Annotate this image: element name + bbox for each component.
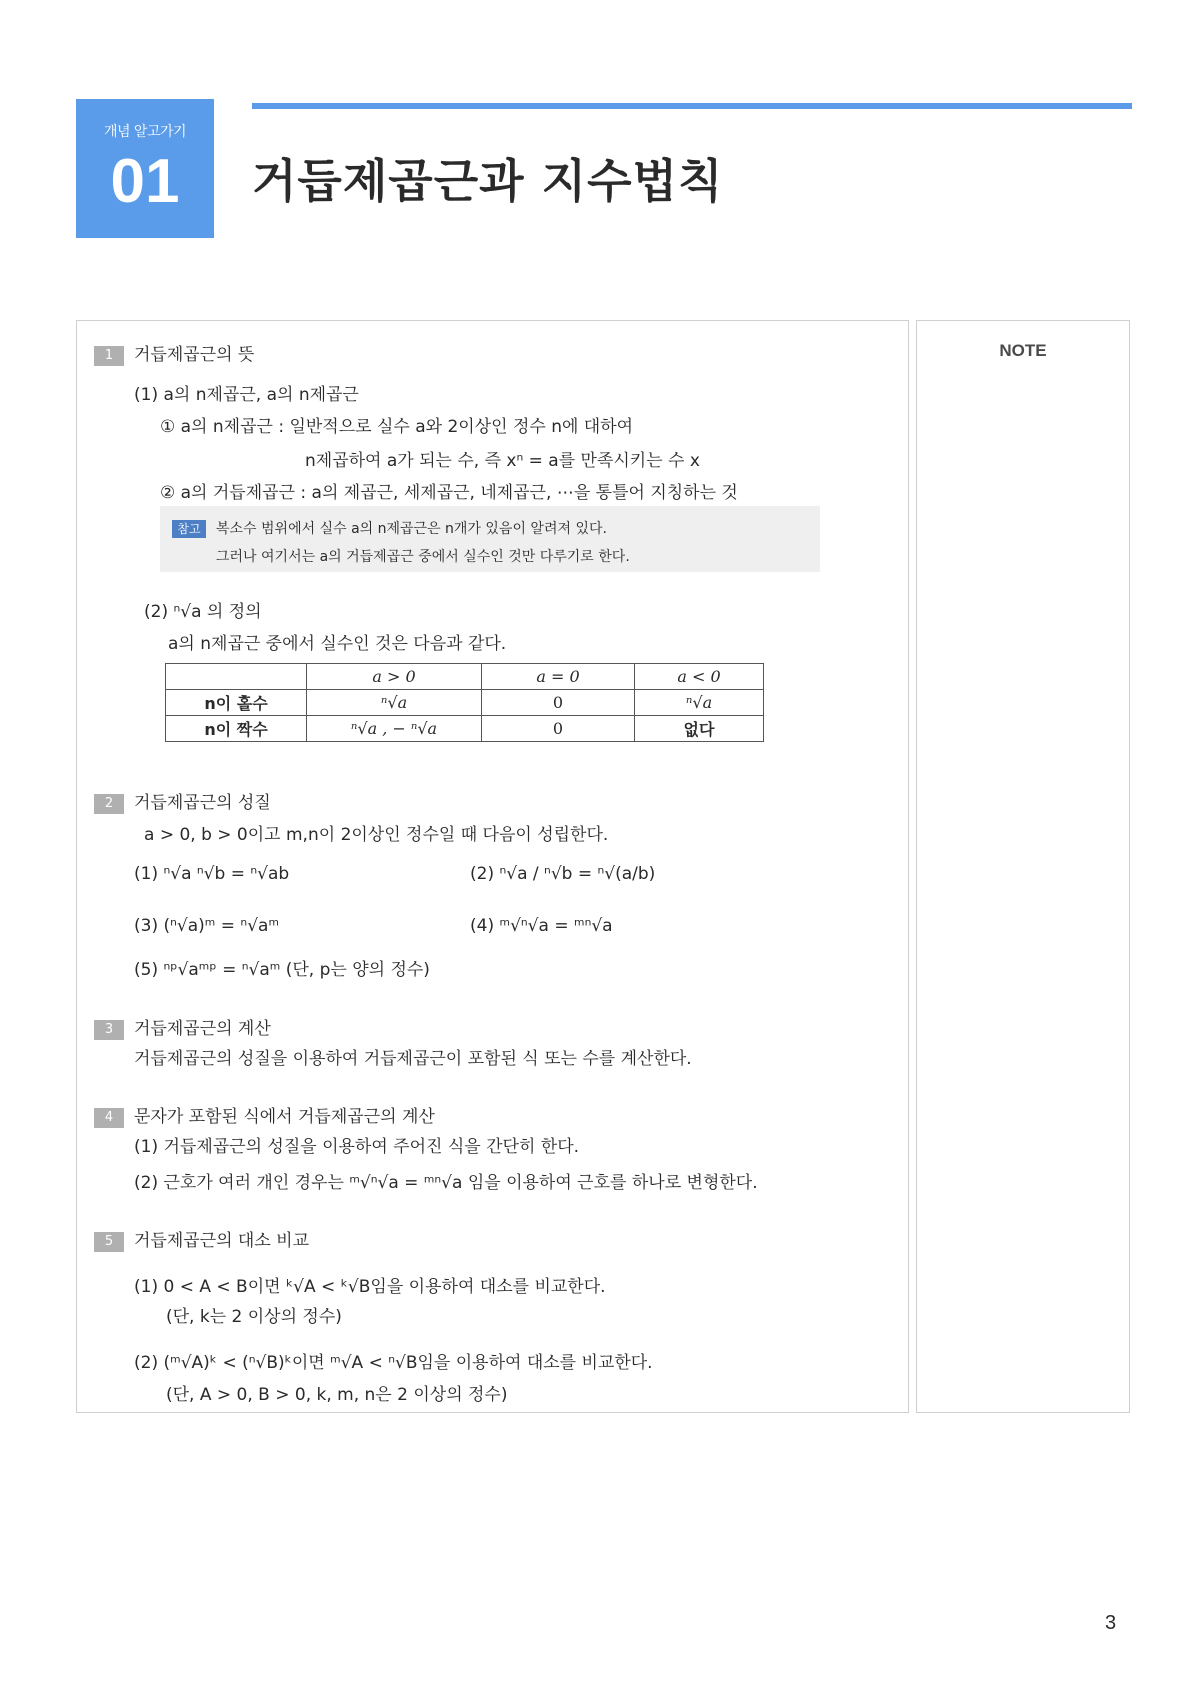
table-cell: 0 bbox=[482, 716, 635, 742]
table-cell: n이 짝수 bbox=[166, 716, 307, 742]
table-cell: 0 bbox=[482, 690, 635, 716]
table-cell: ⁿ√a bbox=[307, 690, 482, 716]
s2-desc: a > 0, b > 0이고 m,n이 2이상인 정수일 때 다음이 성립한다. bbox=[144, 825, 609, 845]
reference-note bbox=[160, 506, 820, 572]
s2-property-4: (4) ᵐ√ⁿ√a = ᵐⁿ√a bbox=[470, 916, 613, 936]
section-number: 2 bbox=[94, 794, 124, 814]
table-row bbox=[166, 690, 764, 716]
s1-item1-circle1b: n제곱하여 a가 되는 수, 즉 xⁿ = a를 만족시키는 수 x bbox=[305, 451, 700, 471]
section-number: 4 bbox=[94, 1108, 124, 1128]
s1-item2-head: (2) ⁿ√a 의 정의 bbox=[144, 602, 262, 622]
s2-property-2: (2) ⁿ√a / ⁿ√b = ⁿ√(a/b) bbox=[470, 864, 656, 884]
section-title: 문자가 포함된 식에서 거듭제곱근의 계산 bbox=[134, 1107, 435, 1127]
s2-property-3: (3) (ⁿ√a)ᵐ = ⁿ√aᵐ bbox=[134, 916, 280, 936]
table-cell: ⁿ√a bbox=[635, 690, 764, 716]
s2-property-1: (1) ⁿ√a ⁿ√b = ⁿ√ab bbox=[134, 864, 290, 884]
section-4-heading bbox=[94, 1102, 435, 1128]
note-label: NOTE bbox=[999, 341, 1047, 360]
table-row bbox=[166, 716, 764, 742]
section-title: 거듭제곱근의 대소 비교 bbox=[134, 1231, 310, 1251]
table-cell: ⁿ√a , − ⁿ√a bbox=[307, 716, 482, 742]
table-cell: a = 0 bbox=[482, 664, 635, 690]
header-rule bbox=[252, 103, 1132, 109]
table-cell: a > 0 bbox=[307, 664, 482, 690]
section-1-heading bbox=[94, 340, 254, 366]
note-box bbox=[916, 320, 1130, 1413]
section-number: 1 bbox=[94, 346, 124, 366]
concept-badge bbox=[76, 99, 214, 238]
table-cell: 없다 bbox=[635, 716, 764, 742]
section-2-heading bbox=[94, 788, 271, 814]
section-number: 3 bbox=[94, 1020, 124, 1040]
section-title: 거듭제곱근의 성질 bbox=[134, 793, 271, 813]
s4-item-1: (1) 거듭제곱근의 성질을 이용하여 주어진 식을 간단히 한다. bbox=[134, 1137, 580, 1157]
s5-item-1: (1) 0 < A < B이면 ᵏ√A < ᵏ√B임을 이용하여 대소를 비교한다. bbox=[134, 1277, 606, 1297]
table-cell: n이 홀수 bbox=[166, 690, 307, 716]
section-title: 거듭제곱근의 뜻 bbox=[134, 345, 255, 365]
reference-line-2: 그러나 여기서는 a의 거듭제곱근 중에서 실수인 것만 다루기로 한다. bbox=[216, 549, 630, 565]
badge-number: 01 bbox=[110, 147, 180, 216]
s1-item1-head: (1) a의 n제곱근, a의 n제곱근 bbox=[134, 385, 359, 405]
s1-item1-circle2: ② a의 거듭제곱근 : a의 제곱근, 세제곱근, 네제곱근, ⋯을 통틀어 지칭하는 것 bbox=[160, 483, 738, 503]
s2-property-5: (5) ⁿᵖ√aᵐᵖ = ⁿ√aᵐ (단, p는 양의 정수) bbox=[134, 960, 430, 980]
section-3-heading bbox=[94, 1014, 271, 1040]
page-title: 거듭제곱근과 지수법칙 bbox=[252, 154, 724, 208]
s5-item-2: (2) (ᵐ√A)ᵏ < (ⁿ√B)ᵏ이면 ᵐ√A < ⁿ√B임을 이용하여 대소를 비교한다. bbox=[134, 1353, 653, 1373]
reference-tag: 참고 bbox=[172, 520, 206, 538]
section-number: 5 bbox=[94, 1232, 124, 1252]
s4-item-2: (2) 근호가 여러 개인 경우는 ᵐ√ⁿ√a = ᵐⁿ√a 임을 이용하여 근호를 하나로 변형한다. bbox=[134, 1173, 758, 1193]
s3-desc: 거듭제곱근의 성질을 이용하여 거듭제곱근이 포함된 식 또는 수를 계산한다. bbox=[134, 1049, 692, 1069]
s1-item1-circle1a: ① a의 n제곱근 : 일반적으로 실수 a와 2이상인 정수 n에 대하여 bbox=[160, 417, 634, 437]
page-number: 3 bbox=[1105, 1612, 1117, 1634]
table-cell bbox=[166, 664, 307, 690]
section-title: 거듭제곱근의 계산 bbox=[134, 1019, 271, 1039]
table-cell: a < 0 bbox=[635, 664, 764, 690]
root-definition-table bbox=[165, 663, 764, 742]
s1-item2-desc: a의 n제곱근 중에서 실수인 것은 다음과 같다. bbox=[168, 634, 507, 654]
table-header-row bbox=[166, 664, 764, 690]
s5-item-1-note: (단, k는 2 이상의 정수) bbox=[166, 1307, 342, 1327]
section-5-heading bbox=[94, 1226, 309, 1252]
s5-item-2-note: (단, A > 0, B > 0, k, m, n은 2 이상의 정수) bbox=[166, 1385, 508, 1405]
badge-label: 개념 알고가기 bbox=[103, 124, 187, 140]
reference-line-1: 복소수 범위에서 실수 a의 n제곱근은 n개가 있음이 알려져 있다. bbox=[216, 521, 607, 537]
